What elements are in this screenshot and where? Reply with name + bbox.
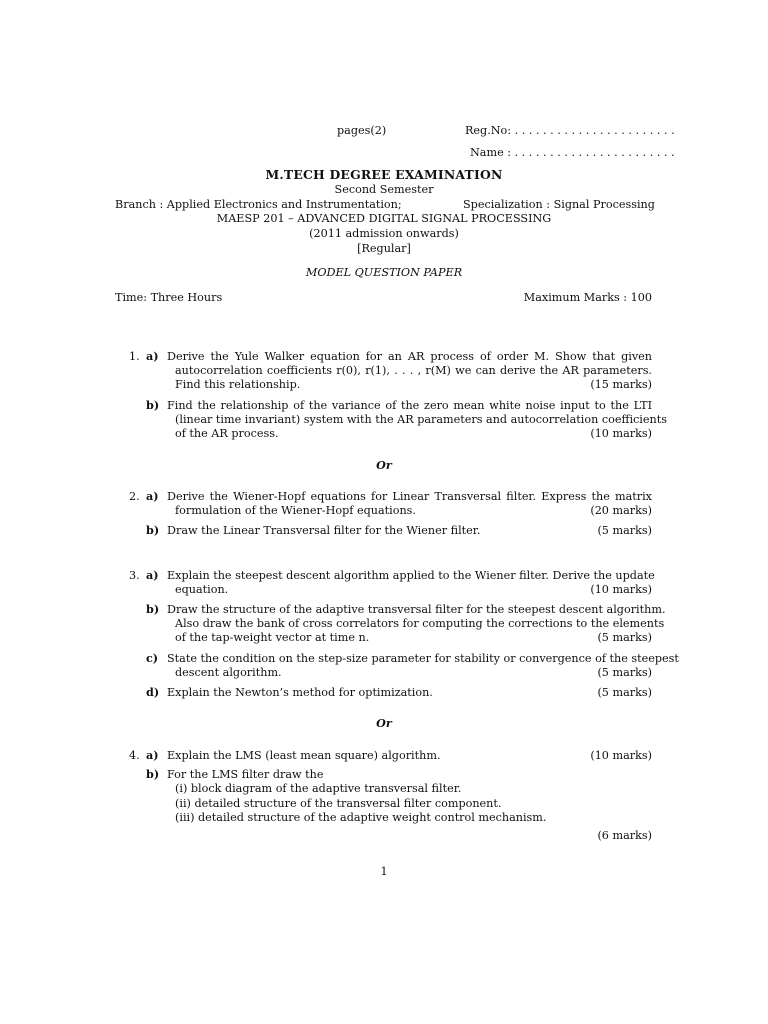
exam-title: M.TECH DEGREE EXAMINATION <box>265 167 503 182</box>
question-text: For the LMS filter draw the <box>167 768 324 781</box>
question-number: 4. <box>129 749 140 762</box>
question-text: Also draw the bank of cross correlators for computing the corrections to the elements <box>175 617 665 630</box>
page-number: 1 <box>380 865 388 878</box>
branch: Branch : Applied Electronics and Instrumentation; <box>115 198 402 211</box>
paper-type: MODEL QUESTION PAPER <box>305 266 463 279</box>
marks: (10 marks) <box>590 583 652 596</box>
question-text: Draw the Linear Transversal filter for the Wiener filter. <box>167 524 481 537</box>
marks: (5 marks) <box>597 524 652 537</box>
part-label: a) <box>146 568 159 582</box>
part-label: a) <box>146 489 159 503</box>
specialization: Specialization : Signal Processing <box>463 198 655 211</box>
marks: (10 marks) <box>590 427 652 440</box>
part-label: d) <box>146 685 160 699</box>
time-allowed: Time: Three Hours <box>115 291 223 304</box>
question-text: Derive the Wiener-Hopf equations for Linear Transversal filter. Express the matrix <box>167 490 652 503</box>
part-label: b) <box>146 398 160 412</box>
marks: (15 marks) <box>590 378 652 391</box>
marks: (5 marks) <box>597 666 652 679</box>
question-text: autocorrelation coefficients r(0), r(1), . . . , r(M) we can derive the AR parameters. <box>175 364 652 377</box>
part-label: a) <box>146 349 159 363</box>
question-text: equation. <box>175 583 229 596</box>
semester: Second Semester <box>334 183 434 196</box>
question-text: of the AR process. <box>175 427 279 440</box>
marks: (5 marks) <box>597 686 652 699</box>
admission-note: (2011 admission onwards) <box>309 227 459 240</box>
or-separator: Or <box>376 458 392 472</box>
question-text: State the condition on the step-size parameter for stability or convergence of the steepest <box>167 652 679 665</box>
marks: (5 marks) <box>597 631 652 644</box>
course-title: MAESP 201 – ADVANCED DIGITAL SIGNAL PROCESSING <box>216 212 552 225</box>
question-text: (i) block diagram of the adaptive transversal filter. <box>175 782 462 795</box>
part-label: b) <box>146 523 160 537</box>
question-text: of the tap-weight vector at time n. <box>175 631 370 644</box>
question-text: Derive the Yule Walker equation for an AR process of order M. Show that given <box>167 350 652 363</box>
part-label: b) <box>146 767 160 781</box>
question-text: (ii) detailed structure of the transversal filter component. <box>175 797 502 810</box>
question-text: descent algorithm. <box>175 666 282 679</box>
question-text: Explain the Newton’s method for optimization. <box>167 686 433 699</box>
question-text: Explain the LMS (least mean square) algorithm. <box>167 749 441 762</box>
question-number: 3. <box>129 569 140 582</box>
marks: (6 marks) <box>597 829 652 842</box>
question-text: (linear time invariant) system with the AR parameters and autocorrelation coefficients <box>175 413 667 426</box>
question-text: Find this relationship. <box>175 378 301 391</box>
exam-type: [Regular] <box>357 242 411 255</box>
marks: (10 marks) <box>590 749 652 762</box>
question-text: Draw the structure of the adaptive transversal filter for the steepest descent algorithm. <box>167 603 666 616</box>
part-label: b) <box>146 602 160 616</box>
question-text: formulation of the Wiener-Hopf equations. <box>175 504 416 517</box>
question-text: Find the relationship of the variance of the zero mean white noise input to the LTI <box>167 399 652 412</box>
question-text: Explain the steepest descent algorithm applied to the Wiener filter. Derive the update <box>167 569 655 582</box>
question-number: 1. <box>129 350 140 363</box>
question-text: (iii) detailed structure of the adaptive weight control mechanism. <box>175 811 547 824</box>
part-label: c) <box>146 651 159 665</box>
part-label: a) <box>146 748 159 762</box>
name-field: Name : . . . . . . . . . . . . . . . . . . . . . . . <box>470 146 675 159</box>
question-number: 2. <box>129 490 140 503</box>
pages-count: pages(2) <box>337 124 387 137</box>
reg-no-field: Reg.No: . . . . . . . . . . . . . . . . . . . . . . . <box>465 124 675 137</box>
or-separator: Or <box>376 716 392 730</box>
marks: (20 marks) <box>590 504 652 517</box>
maximum-marks: Maximum Marks : 100 <box>523 291 652 304</box>
